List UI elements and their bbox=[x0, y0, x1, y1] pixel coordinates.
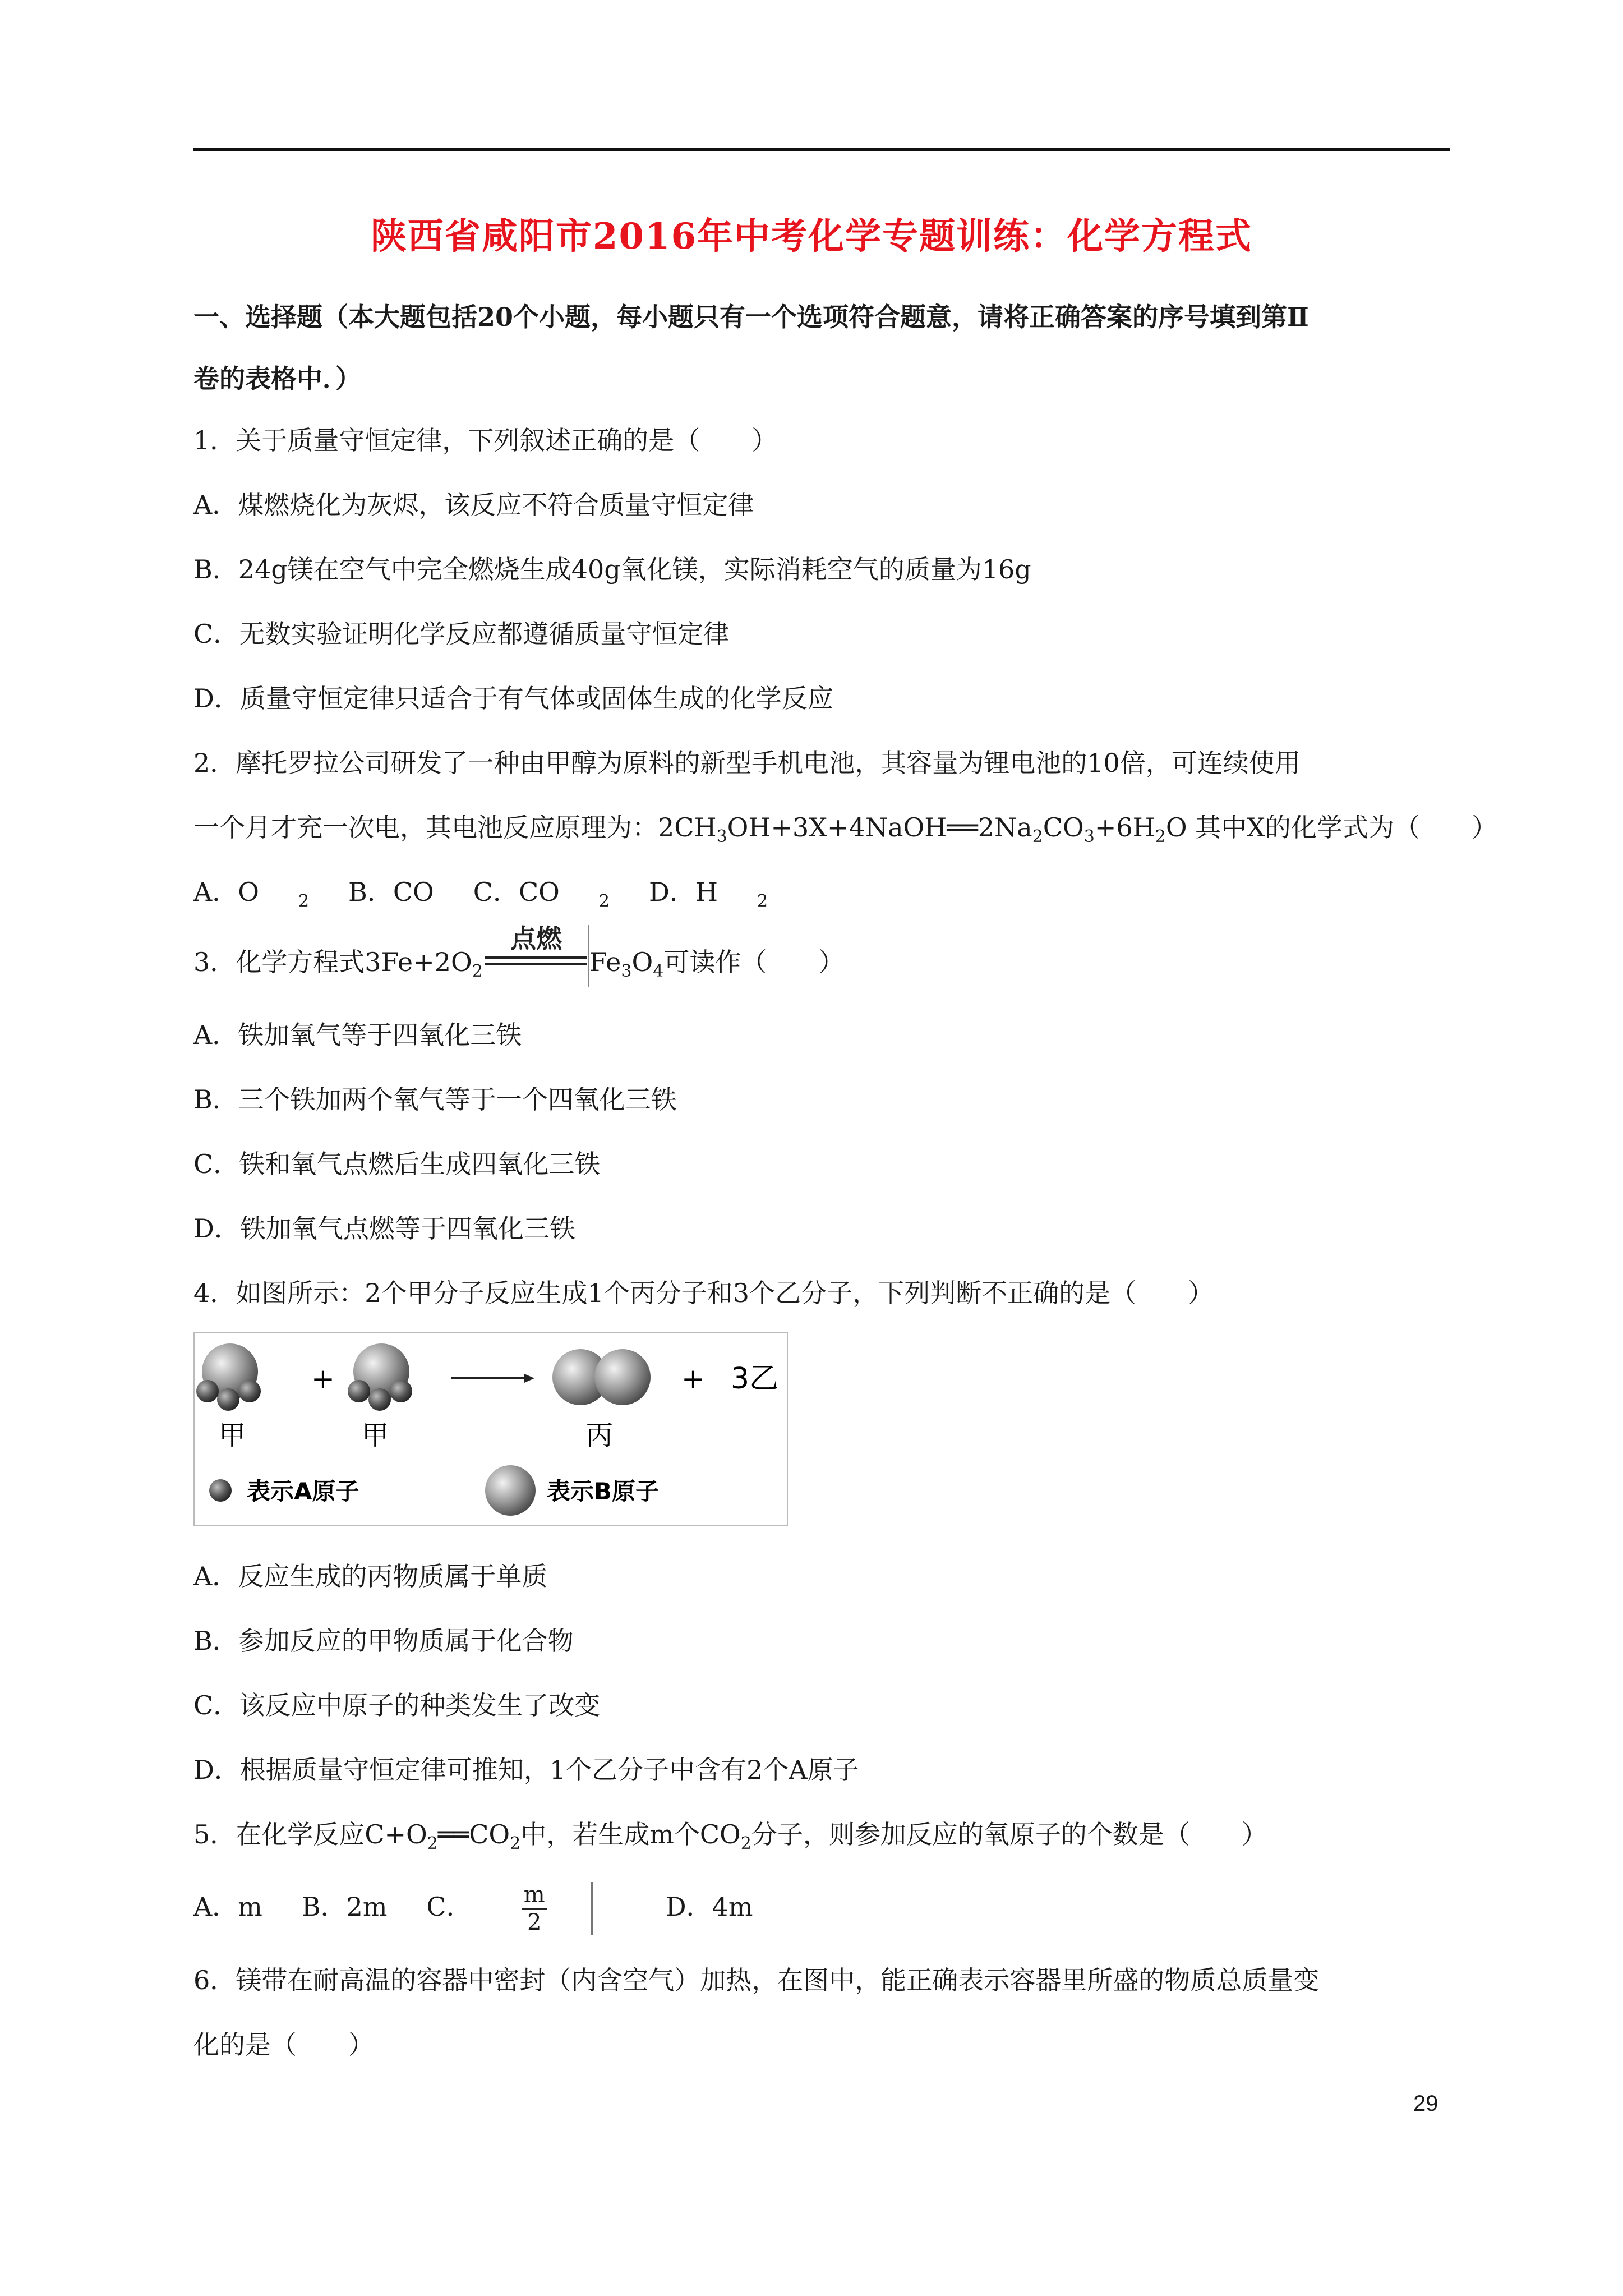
q6-stem-line1: 6．镁带在耐高温的容器中密封（内含空气）加热，在图中，能正确表示容器里所盛的物质总质量变 bbox=[193, 1965, 1320, 1995]
molecule-reaction-diagram bbox=[193, 1332, 788, 1526]
q6-stem-line2: 化的是（ ） bbox=[193, 2030, 374, 2060]
q1-stem: 1．关于质量守恒定律，下列叙述正确的是（ ） bbox=[193, 425, 778, 455]
q3-option-b: B．三个铁加两个氧气等于一个四氧化三铁 bbox=[193, 1084, 677, 1115]
q2-option-c: C．CO $_2$ bbox=[473, 877, 610, 911]
page-title: 陕西省咸阳市2016年中考化学专题训练：化学方程式 bbox=[370, 215, 1253, 257]
q1-option-d: D．质量守恒定律只适合于有气体或固体生成的化学反应 bbox=[193, 683, 833, 714]
q3-option-d: D．铁加氧气点燃等于四氧化三铁 bbox=[193, 1213, 575, 1244]
q4-option-d: D．根据质量守恒定律可推知，1个乙分子中含有2个A原子 bbox=[193, 1755, 859, 1785]
q4-option-b: B．参加反应的甲物质属于化合物 bbox=[193, 1626, 574, 1656]
legend-b-atom-icon bbox=[485, 1465, 536, 1516]
q4-option-a: A．反应生成的丙物质属于单质 bbox=[193, 1561, 548, 1591]
header-rule bbox=[193, 148, 1450, 151]
q2-stem-line2: 一个月才充一次电，其电池反应原理为：$2CH_3OH+3X+4NaOH══2Na_2CO_3+6H_2O$ 其中X的化学式为（ ） bbox=[193, 812, 1497, 846]
legend-a-label: 表示A原子 bbox=[247, 1478, 359, 1505]
legend-a-atom-icon bbox=[209, 1479, 232, 1502]
label-3-yi: 3乙 bbox=[731, 1362, 779, 1396]
fraction-m-over-2: $\frac{m}{2}$ bbox=[517, 1882, 593, 1935]
label-jia-1: 甲 bbox=[219, 1420, 246, 1451]
q1-option-a: A．煤燃烧化为灰烬，该反应不符合质量守恒定律 bbox=[193, 490, 754, 520]
section-heading-line1: 一、选择题（本大题包括20个小题，每小题只有一个选项符合题意，请将正确答案的序号填到第Ⅱ bbox=[193, 302, 1309, 332]
q5-stem: 5．在化学反应$C+O_2══CO_2$中，若生成m个$CO_2$分子，则参加反应的氧原子的个数是（ ） bbox=[193, 1819, 1267, 1853]
q2-options bbox=[193, 875, 807, 909]
molecule-jia-2 bbox=[348, 1343, 412, 1411]
q2-stem-line1: 2．摩托罗拉公司研发了一种由甲醇为原料的新型手机电池，其容量为锂电池的10倍，可连续使用 bbox=[193, 748, 1301, 778]
legend-b-label: 表示B原子 bbox=[547, 1478, 660, 1505]
condition-label: 点燃 bbox=[510, 925, 562, 954]
plus-sign-1: + bbox=[311, 1363, 335, 1395]
q3-option-c: C．铁和氧气点燃后生成四氧化三铁 bbox=[193, 1149, 601, 1179]
q5-option-c: C． $\frac{m}{2}$ bbox=[427, 1882, 632, 1935]
label-jia-2: 甲 bbox=[362, 1420, 389, 1451]
q2-option-b: B．CO bbox=[348, 877, 434, 907]
molecule-bing bbox=[552, 1349, 651, 1405]
reaction-arrow-icon bbox=[451, 1374, 534, 1383]
q3-option-a: A．铁加氧气等于四氧化三铁 bbox=[193, 1020, 522, 1050]
q5-options bbox=[193, 1882, 792, 1935]
q2-option-a: A．O $_2$ bbox=[193, 877, 310, 911]
q5-option-b: B．2m bbox=[301, 1891, 388, 1922]
q4-stem: 4．如图所示：2个甲分子反应生成1个丙分子和3个乙分子，下列判断不正确的是（ ） bbox=[193, 1278, 1214, 1308]
plus-sign-2: + bbox=[681, 1363, 705, 1395]
q5-option-a: A．m bbox=[193, 1891, 262, 1922]
q1-option-b: B．24g镁在空气中完全燃烧生成40g氧化镁，实际消耗空气的质量为16g bbox=[193, 554, 1031, 585]
reaction-condition-equals bbox=[483, 925, 589, 981]
molecule-jia-1 bbox=[196, 1343, 261, 1411]
q1-option-c: C．无数实验证明化学反应都遵循质量守恒定律 bbox=[193, 619, 730, 649]
q2-option-d: D．H $_2$ bbox=[648, 877, 768, 911]
q5-option-d: D．4m bbox=[665, 1891, 753, 1922]
label-bing: 丙 bbox=[586, 1420, 614, 1451]
q4-option-c: C．该反应中原子的种类发生了改变 bbox=[193, 1690, 601, 1720]
section-heading-line2: 卷的表格中．） bbox=[193, 364, 361, 394]
page-number: 29 bbox=[1413, 2091, 1438, 2116]
q3-stem: 3．化学方程式$3Fe+2O_2$ 点燃 $Fe_3O_4$可读作（ ） bbox=[193, 945, 844, 981]
